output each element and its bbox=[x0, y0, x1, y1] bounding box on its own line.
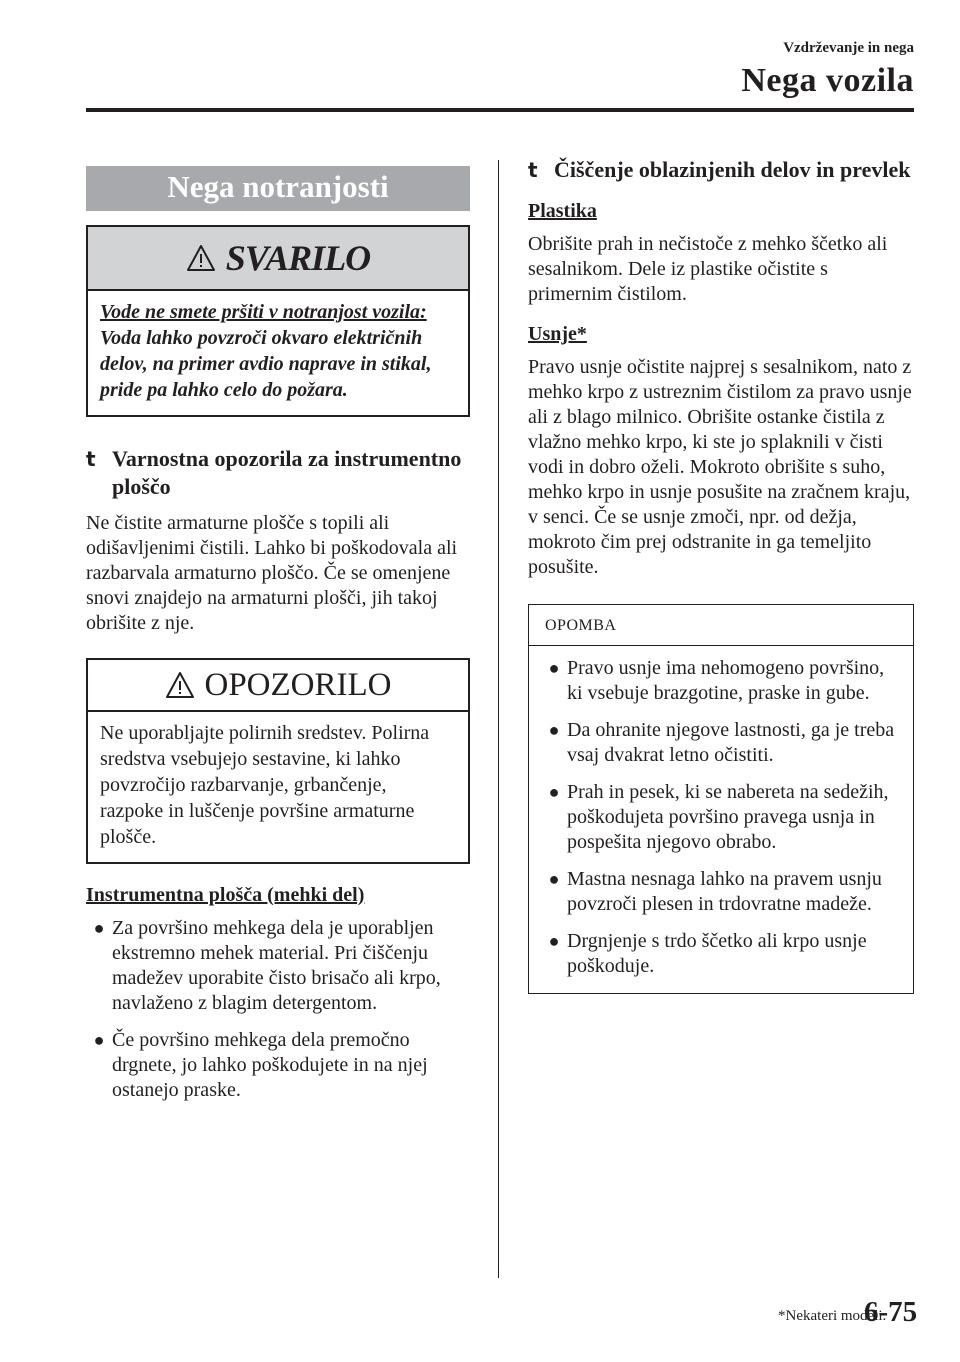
bullet-dot: ● bbox=[548, 720, 560, 740]
caution-header bbox=[88, 227, 468, 291]
plastic-text: Obrišite prah in nečistoče z mehko ščetko ali sesalnikom. Dele iz plastike očistite s primernim čistilom. bbox=[528, 233, 888, 305]
note-label: OPOMBA bbox=[529, 605, 913, 646]
section-title: Nega notranjosti bbox=[86, 166, 470, 211]
note-box bbox=[528, 604, 914, 994]
soft-part-heading: Instrumentna plošča (mehki del) bbox=[86, 884, 365, 906]
warning-text: Ne uporabljajte polirnih sredstev. Polirna sredstva vsebujejo sestavine, ki lahko povzročijo razbarvanje, grbančenje, razpoke in luščenje površine armaturne plošče. bbox=[100, 722, 430, 848]
leather-text: Pravo usnje očistite najprej s sesalnikom, nato z mehko krpo z ustreznim čistilom za pravo usnje ali z blago milnico. Obrišite ostanke čistila z vlažno mehko krpo, ki ste jo splaknili v čisti vodi in dobro oželi. Mokroto obrišite s suho, mehko krpo in usnje posušite na zračnem kraju, v senci. Če se usnje zmoči, npr. od dežja, mokroto čim prej odstranite in ga temeljito posušite. bbox=[528, 356, 912, 578]
warning-box bbox=[86, 658, 470, 864]
warning-header bbox=[88, 660, 468, 712]
caution-label: SVARILO bbox=[225, 238, 371, 278]
plastic-heading: Plastika bbox=[528, 200, 597, 222]
list-item: ● Če površino mehkega dela premočno drgnete, jo lahko poškodujete in na njej ostanejo praske. bbox=[86, 1028, 470, 1103]
section-marker: t bbox=[528, 158, 538, 182]
bullet-dot: ● bbox=[93, 1030, 105, 1050]
page-title: Nega vozila bbox=[741, 62, 914, 99]
caution-heading: Vode ne smete pršiti v notranjost vozila: bbox=[100, 301, 427, 323]
list-item: ● Mastna nesnaga lahko na pravem usnju povzroči plesen in trdovratne madeže. bbox=[541, 867, 899, 917]
bullet-dot: ● bbox=[548, 931, 560, 951]
bullet-dot: ● bbox=[548, 782, 560, 802]
upholstery-heading bbox=[528, 156, 914, 184]
list-item: ● Za površino mehkega dela je uporabljen ekstremno mehek material. Pri čiščenju madežev uporabite čisto brisačo ali krpo, navlaženo z blagim detergentom. bbox=[86, 916, 470, 1016]
column-divider bbox=[498, 160, 499, 1278]
warning-triangle-icon bbox=[186, 244, 216, 272]
list-item: ● Prah in pesek, ki se nabereta na sedežih, poškodujeta površino pravega usnja in pospešita njegovo obrabo. bbox=[541, 780, 899, 855]
list-item: ● Drgnjenje s trdo ščetko ali krpo usnje poškoduje. bbox=[541, 929, 899, 979]
footnote: *Nekateri modeli. bbox=[778, 1308, 887, 1324]
caution-body bbox=[88, 291, 468, 415]
warning-triangle-icon bbox=[165, 671, 195, 699]
chapter-label: Vzdrževanje in nega bbox=[783, 40, 914, 56]
left-column bbox=[86, 166, 470, 1103]
leather-heading: Usnje* bbox=[528, 323, 587, 345]
list-item: ● Da ohranite njegove lastnosti, ga je treba vsaj dvakrat letno očistiti. bbox=[541, 718, 899, 768]
soft-part-list bbox=[86, 916, 470, 1103]
caution-box bbox=[86, 225, 470, 417]
upholstery-title: Čiščenje oblazinjenih delov in prevlek bbox=[554, 157, 911, 182]
dashboard-precautions-text: Ne čistite armaturne plošče s topili ali odišavljenimi čistili. Lahko bi poškodovala ali razbarvala armaturno ploščo. Če se omenjene snovi znajdejo na armaturni plošči, jih takoj obrišite z nje. bbox=[86, 512, 458, 634]
list-item: ● Pravo usnje ima nehomogeno površino, ki vsebuje brazgotine, praske in gube. bbox=[541, 656, 899, 706]
dashboard-precautions-heading bbox=[86, 445, 470, 501]
right-column bbox=[528, 156, 914, 994]
caution-text: Voda lahko povzroči okvaro električnih delov, na primer avdio naprave in stikal, pride pa lahko celo do požara. bbox=[100, 327, 432, 401]
warning-label: OPOZORILO bbox=[204, 666, 392, 703]
bullet-dot: ● bbox=[548, 869, 560, 889]
section-marker: t bbox=[86, 447, 96, 471]
page-number: 6-75 bbox=[864, 1296, 918, 1328]
note-list bbox=[529, 646, 913, 993]
bullet-dot: ● bbox=[93, 918, 105, 938]
bullet-dot: ● bbox=[548, 658, 560, 678]
header-rule bbox=[86, 108, 914, 112]
dashboard-precautions-title: Varnostna opozorila za instrumentno ploščo bbox=[112, 446, 462, 499]
